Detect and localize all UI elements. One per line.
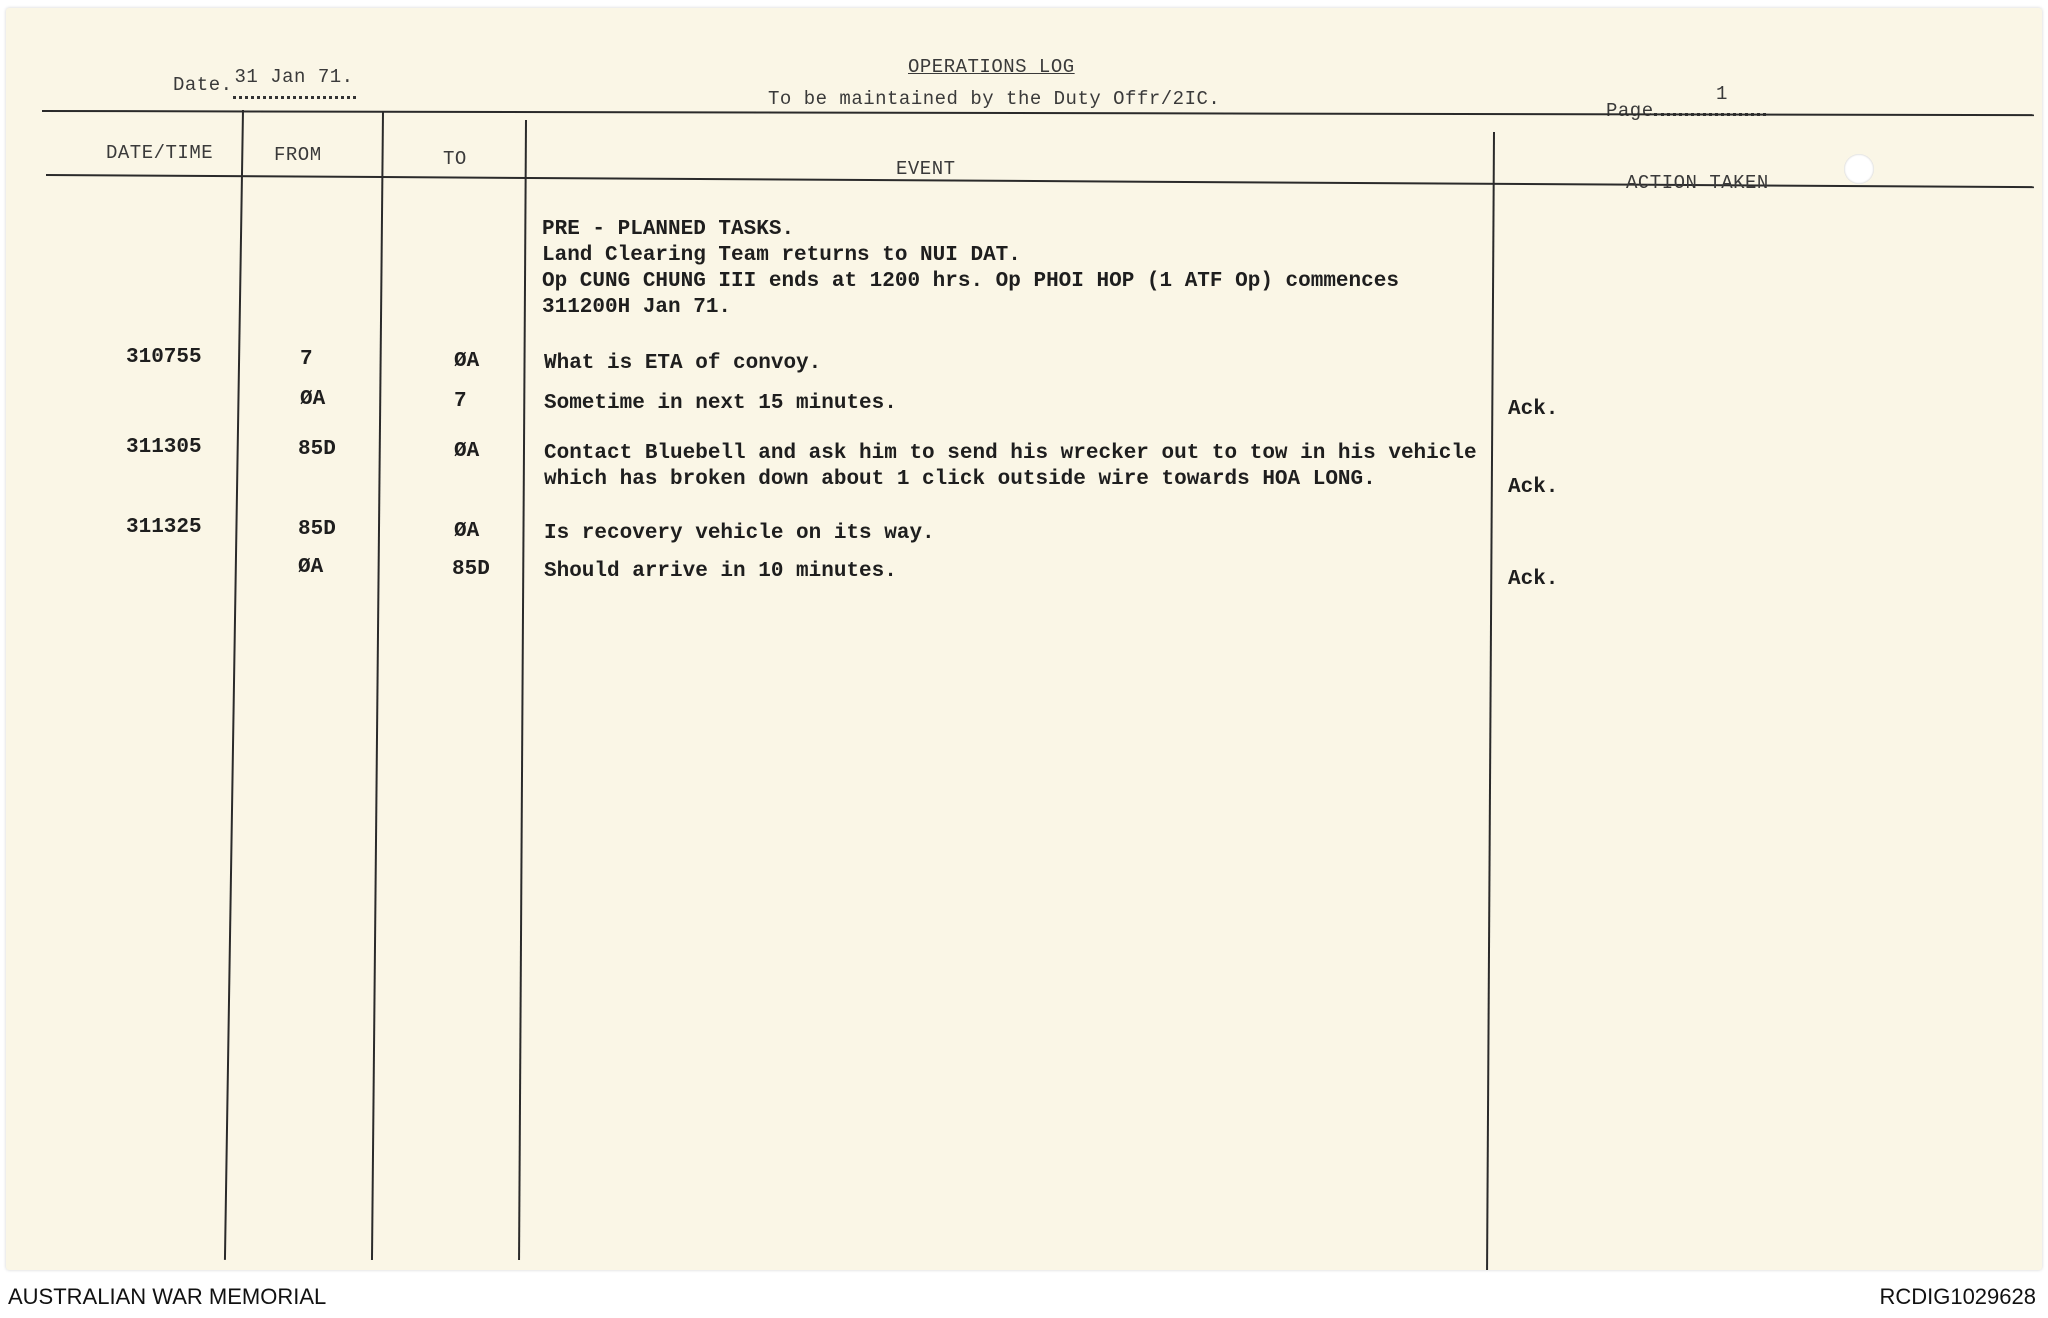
entry-action: Ack. (1508, 398, 1559, 421)
entry-from: ØA (300, 388, 326, 411)
entry-action: Ack. (1508, 476, 1559, 499)
entry-to: ØA (454, 440, 480, 463)
date-label: Date. (173, 74, 233, 96)
entry-event: Sometime in next 15 minutes. (544, 392, 897, 415)
entry-to: ØA (454, 350, 480, 373)
punch-hole (1844, 154, 1874, 184)
page-label: Page (1606, 100, 1654, 122)
entry-from: 85D (298, 518, 336, 541)
footer-id: RCDIG1029628 (1879, 1284, 2036, 1309)
preplanned-line: PRE - PLANNED TASKS. (542, 218, 795, 241)
page-number-field (1606, 100, 1766, 122)
col-header-event: EVENT (896, 158, 956, 180)
date-field (173, 66, 356, 99)
preplanned-line: 311200H Jan 71. (542, 296, 732, 319)
preplanned-line: Land Clearing Team returns to NUI DAT. (542, 244, 1021, 267)
entry-from: ØA (298, 556, 324, 579)
col-header-to: TO (443, 148, 467, 170)
entry-time: 311305 (126, 436, 202, 459)
col-header-from: FROM (274, 144, 322, 166)
col-header-datetime: DATE/TIME (106, 142, 214, 164)
col-divider-1 (224, 110, 244, 1260)
entry-from: 85D (298, 438, 336, 461)
preplanned-line: Op CUNG CHUNG III ends at 1200 hrs. Op PHOI HOP (1 ATF Op) commences (542, 270, 1399, 293)
entry-to: ØA (454, 520, 480, 543)
entry-action: Ack. (1508, 568, 1559, 591)
entry-event: Is recovery vehicle on its way. (544, 522, 935, 545)
entry-event: What is ETA of convoy. (544, 352, 822, 375)
log-sheet (6, 8, 2042, 1270)
page-title: OPERATIONS LOG (908, 56, 1075, 78)
entry-event: Contact Bluebell and ask him to send his wrecker out to tow in his vehicle (544, 442, 1477, 465)
page-number: 1 (1716, 83, 1728, 105)
entry-to: 7 (454, 390, 467, 413)
footer-credit: AUSTRALIAN WAR MEMORIAL (8, 1284, 327, 1309)
entry-to: 85D (452, 558, 490, 581)
entry-event: which has broken down about 1 click outside wire towards HOA LONG. (544, 468, 1376, 491)
col-header-action: ACTION TAKEN (1626, 172, 1769, 194)
entry-time: 310755 (126, 346, 202, 369)
entry-time: 311325 (126, 516, 202, 539)
col-divider-2 (371, 112, 384, 1260)
entry-event: Should arrive in 10 minutes. (544, 560, 897, 583)
page-subtitle: To be maintained by the Duty Offr/2IC. (768, 88, 1221, 110)
col-divider-4 (1486, 132, 1495, 1270)
date-value: 31 Jan 71. (233, 74, 356, 99)
col-divider-3 (518, 120, 527, 1260)
entry-from: 7 (300, 348, 313, 371)
